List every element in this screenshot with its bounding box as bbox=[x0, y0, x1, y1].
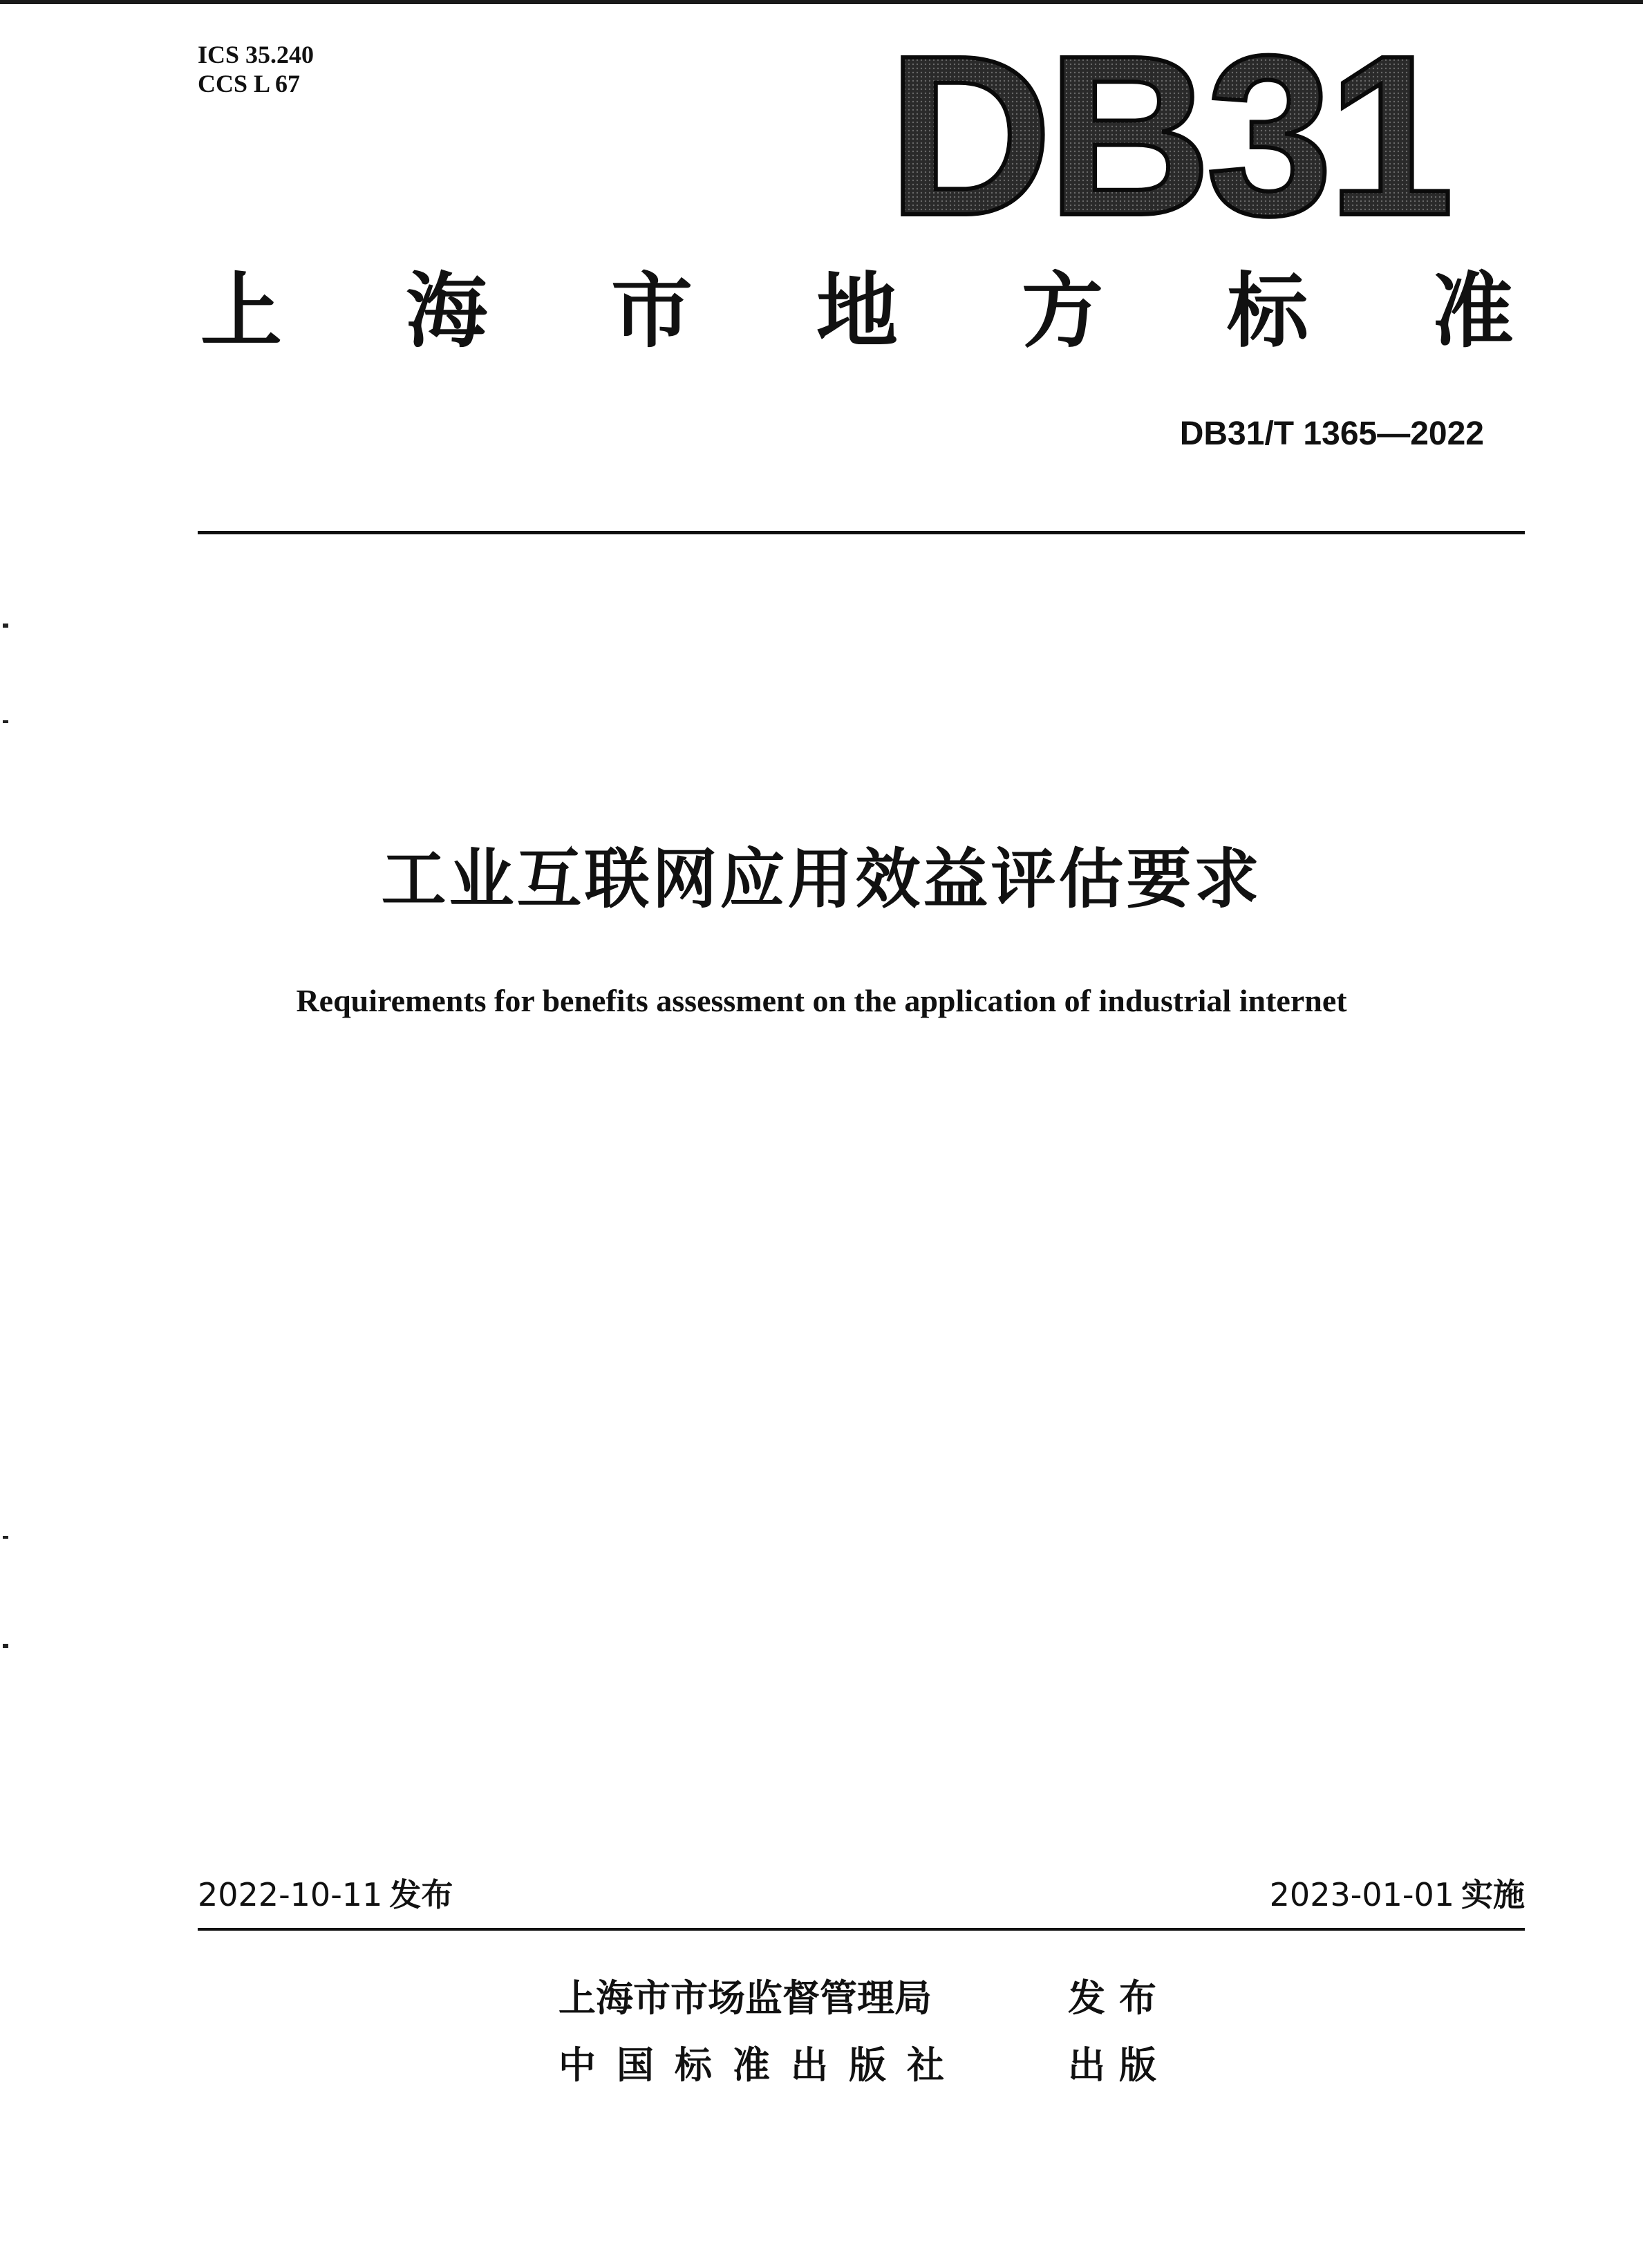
standard-type-char: 上 bbox=[200, 263, 283, 359]
issue-date: 2022-10-11 bbox=[198, 1876, 383, 1913]
standard-type-char: 市 bbox=[610, 263, 693, 359]
top-border bbox=[0, 0, 1643, 4]
standard-type-char: 海 bbox=[405, 263, 487, 359]
scan-mark bbox=[3, 1536, 8, 1539]
standard-number: DB31/T 1365—2022 bbox=[1179, 415, 1484, 452]
standard-type-char: 准 bbox=[1431, 263, 1514, 359]
standard-type-heading bbox=[200, 263, 1514, 359]
publisher-role: 发布 bbox=[1068, 1976, 1170, 2020]
scan-mark bbox=[3, 624, 8, 628]
db31-logo-text: DB31 bbox=[888, 8, 1449, 263]
ccs-code: CCS L 67 bbox=[198, 70, 301, 97]
issue-word: 发布 bbox=[389, 1876, 453, 1913]
scan-mark bbox=[3, 1644, 8, 1648]
top-divider bbox=[198, 531, 1525, 534]
standard-type-char: 地 bbox=[816, 263, 898, 359]
db31-logo bbox=[888, 8, 1449, 263]
standard-type-char: 标 bbox=[1226, 263, 1308, 359]
publisher-row bbox=[558, 2043, 1170, 2088]
document-title-en: Requirements for benefits assessment on the application of industrial internet bbox=[296, 983, 1347, 1018]
issue-date-line bbox=[198, 1875, 453, 1914]
bottom-divider bbox=[198, 1928, 1525, 1931]
publisher-name: 中国标准出版社 bbox=[558, 2043, 965, 2087]
document-title-cn: 工业互联网应用效益评估要求 bbox=[381, 842, 1262, 917]
publisher-row bbox=[558, 1976, 1170, 2021]
implement-date: 2023-01-01 bbox=[1269, 1876, 1454, 1913]
publisher-name: 上海市市场监督管理局 bbox=[558, 1976, 932, 2020]
ics-code: ICS 35.240 bbox=[198, 41, 314, 68]
scan-mark bbox=[3, 720, 8, 723]
implement-word: 实施 bbox=[1461, 1876, 1525, 1913]
publisher-role: 出版 bbox=[1068, 2043, 1170, 2087]
classification-codes bbox=[198, 40, 314, 98]
standard-type-char: 方 bbox=[1021, 263, 1103, 359]
implement-date-line bbox=[1270, 1875, 1525, 1914]
